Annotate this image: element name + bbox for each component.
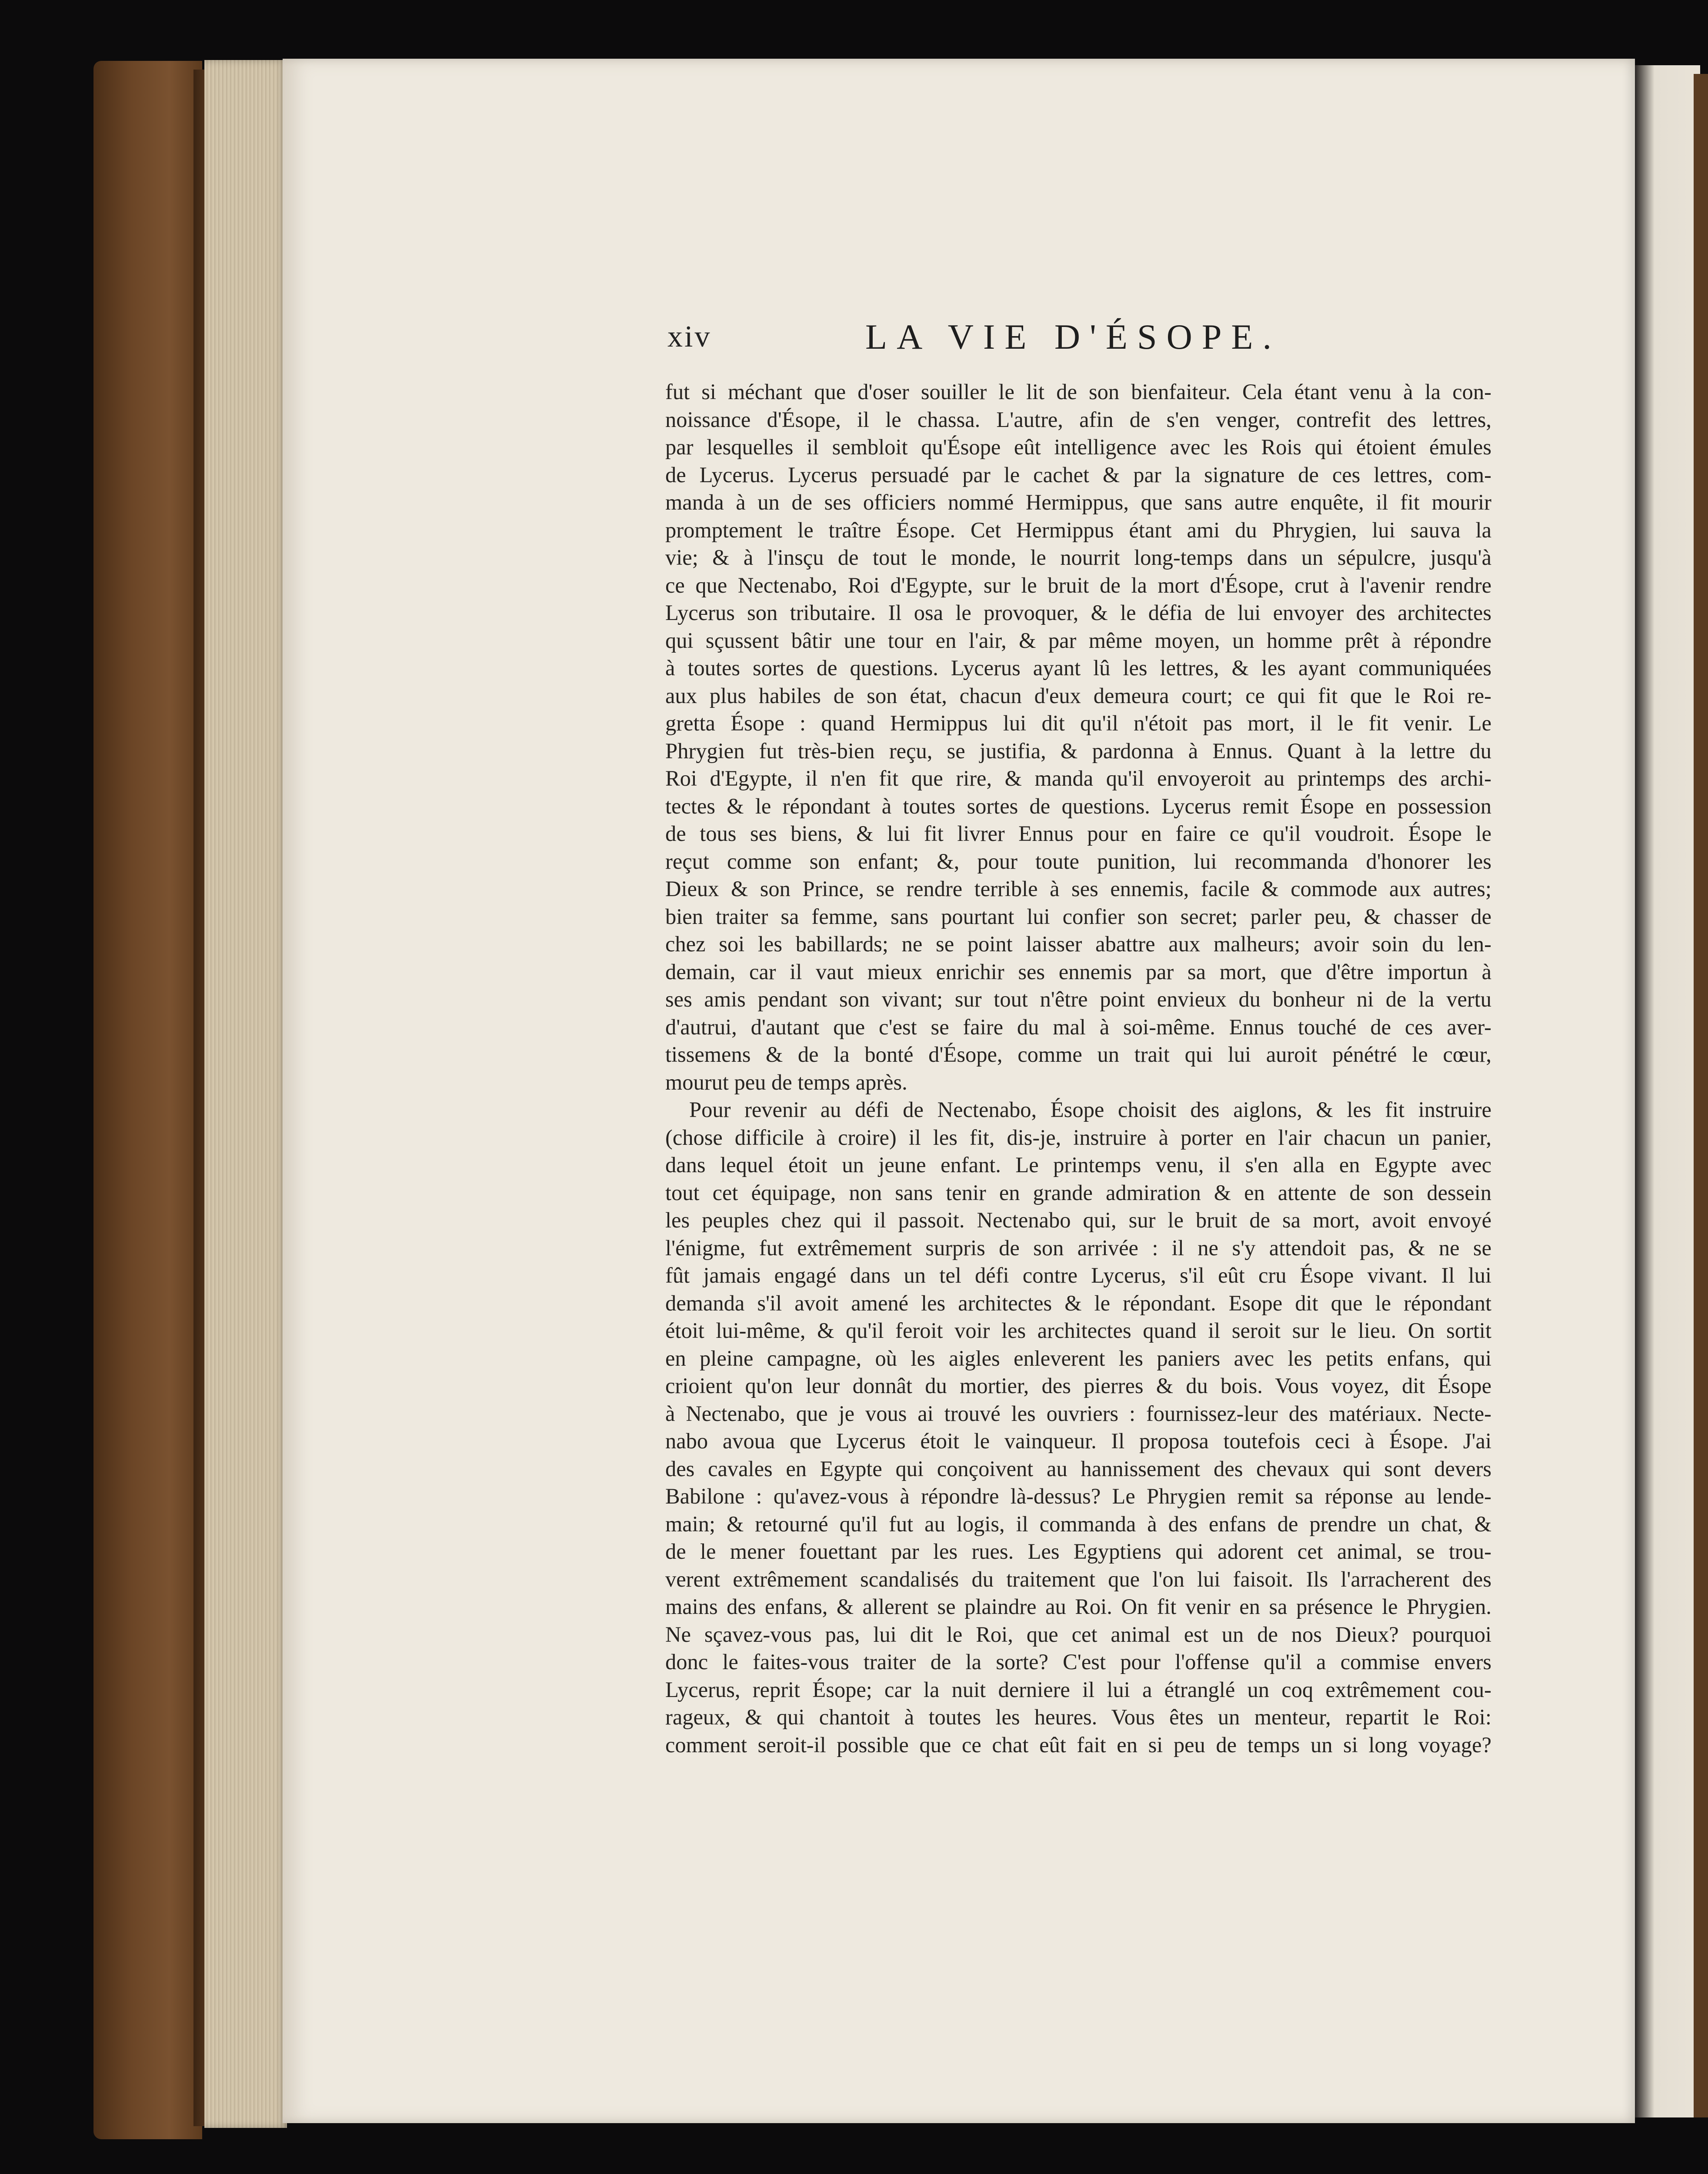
text-line: qui sçussent bâtir une tour en l'air, & par même moyen, un homme prêt à répondre xyxy=(665,628,1491,653)
text-line: nabo avoua que Lycerus étoit le vainqueur. Il proposa toutefois ceci à Ésope. J'ai xyxy=(665,1429,1491,1453)
text-line: reçut comme son enfant; &, pour toute punition, lui recommanda d'honorer les xyxy=(665,849,1491,874)
text-line: bien traiter sa femme, sans pourtant lui confier son secret; parler peu, & chasser de xyxy=(665,904,1491,929)
text-line: vie; & à l'insçu de tout le monde, le nourrit long-temps dans un sépulcre, jusqu'à xyxy=(665,545,1491,570)
page-edges xyxy=(204,60,287,2128)
text-line: mains des enfans, & allerent se plaindre au Roi. On fit venir en sa présence le Phrygien. xyxy=(665,1594,1491,1619)
running-title: LA VIE D'ÉSOPE. xyxy=(865,317,1281,357)
text-line: Babilone : qu'avez-vous à répondre là-dessus? Le Phrygien remit sa réponse au lende- xyxy=(665,1484,1491,1508)
text-line: des cavales en Egypte qui conçoivent au hannissement des chevaux qui sont devers xyxy=(665,1456,1491,1481)
text-line: manda à un de ses officiers nommé Hermippus, que sans autre enquête, il fit mourir xyxy=(665,490,1491,514)
text-line: Ne sçavez-vous pas, lui dit le Roi, que cet animal est un de nos Dieux? pourquoi xyxy=(665,1622,1491,1647)
text-line: dans lequel étoit un jeune enfant. Le printemps venu, il s'en alla en Egypte avec xyxy=(665,1153,1491,1177)
page-number: xiv xyxy=(667,320,712,353)
text-line: main; & retourné qu'il fut au logis, il commanda à des enfans de prendre un chat, & xyxy=(665,1511,1491,1536)
text-line: noissance d'Ésope, il le chassa. L'autre, afin de s'en venger, contrefit des lettres, xyxy=(665,407,1491,432)
text-line: Lycerus son tributaire. Il osa le provoquer, & le défia de lui envoyer des architectes xyxy=(665,600,1491,625)
text-line: donc le faites-vous traiter de la sorte? C'est pour l'offense qu'il a commise envers xyxy=(665,1650,1491,1674)
text-line: ce que Nectenabo, Roi d'Egypte, sur le bruit de la mort d'Ésope, crut à l'avenir rendre xyxy=(665,573,1491,597)
text-line: Roi d'Egypte, il n'en fit que rire, & manda qu'il envoyeroit au printemps des archi- xyxy=(665,766,1491,790)
text-line: ses amis pendant son vivant; sur tout n'être point envieux du bonheur ni de la vertu xyxy=(665,987,1491,1011)
body-text xyxy=(665,378,1491,1759)
text-line: les peuples chez qui il passoit. Nectenabo qui, sur le bruit de sa mort, avoit envoyé xyxy=(665,1208,1491,1232)
facing-page-edge xyxy=(1635,65,1700,2117)
text-line: en pleine campagne, où les aigles enleverent les paniers avec les petits enfans, qui xyxy=(665,1346,1491,1370)
text-line: à Nectenabo, que je vous ai trouvé les ouvriers : fournissez-leur des matériaux. Necte- xyxy=(665,1401,1491,1426)
text-line: demain, car il vaut mieux enrichir ses ennemis par sa mort, que d'être importun à xyxy=(665,959,1491,984)
text-line: Phrygien fut très-bien reçu, se justifia, & pardonna à Ennus. Quant à la lettre du xyxy=(665,738,1491,763)
text-line: de tous ses biens, & lui fit livrer Ennus pour en faire ce qu'il voudroit. Ésope le xyxy=(665,821,1491,846)
text-line: par lesquelles il sembloit qu'Ésope eût intelligence avec les Rois qui étoient émules xyxy=(665,435,1491,459)
text-line: fut si méchant que d'oser souiller le lit de son bienfaiteur. Cela étant venu à la con- xyxy=(665,380,1491,404)
text-line: fût jamais engagé dans un tel défi contre Lycerus, s'il eût cru Ésope vivant. Il lui xyxy=(665,1263,1491,1287)
text-line: demanda s'il avoit amené les architectes & le répondant. Esope dit que le répondant xyxy=(665,1290,1491,1315)
text-line: rageux, & qui chantoit à toutes les heures. Vous êtes un menteur, repartit le Roi: xyxy=(665,1705,1491,1729)
text-line: crioient qu'on leur donnât du mortier, des pierres & du bois. Vous voyez, dit Ésope xyxy=(665,1374,1491,1398)
text-line: de Lycerus. Lycerus persuadé par le cachet & par la signature de ces lettres, com- xyxy=(665,462,1491,487)
text-line: mourut peu de temps après. xyxy=(665,1070,907,1094)
text-line: gretta Ésope : quand Hermippus lui dit qu'il n'étoit pas mort, il le fit venir. Le xyxy=(665,711,1491,735)
text-line: Dieux & son Prince, se rendre terrible à ses ennemis, facile & commode aux autres; xyxy=(665,877,1491,901)
text-line: tout cet équipage, non sans tenir en grande admiration & en attente de son dessein xyxy=(665,1180,1491,1205)
text-line: d'autrui, d'autant que c'est se faire du mal à soi-même. Ennus touché de ces aver- xyxy=(665,1014,1491,1039)
text-line: Lycerus, reprit Ésope; car la nuit derniere il lui a étranglé un coq extrêmement cou- xyxy=(665,1677,1491,1702)
book-cover-left xyxy=(93,61,202,2139)
text-line: promptement le traître Ésope. Cet Hermippus étant ami du Phrygien, lui sauva la xyxy=(665,517,1491,542)
text-line: l'énigme, fut extrêmement surpris de son arrivée : il ne s'y attendoit pas, & ne se xyxy=(665,1235,1491,1260)
text-line: chez soi les babillards; ne se point laisser abattre aux malheurs; avoir soin du len- xyxy=(665,932,1491,956)
text-line: comment seroit-il possible que ce chat eût fait en si peu de temps un si long voyage? xyxy=(665,1732,1491,1757)
text-line: étoit lui-même, & qu'il feroit voir les architectes quand il seroit sur le lieu. On sortit xyxy=(665,1318,1491,1343)
text-line: tissemens & de la bonté d'Ésope, comme un trait qui lui auroit pénétré le cœur, xyxy=(665,1042,1491,1067)
text-line: verent extrêmement scandalisés du traitement que l'on lui faisoit. Ils l'arracherent des xyxy=(665,1567,1491,1591)
text-line: (chose difficile à croire) il les fit, dis-je, instruire à porter en l'air chacun un panier, xyxy=(665,1125,1491,1150)
text-line: Pour revenir au défi de Nectenabo, Ésope choisit des aiglons, & les fit instruire xyxy=(689,1097,1491,1122)
text-line: tectes & le répondant à toutes sortes de questions. Lycerus remit Ésope en possession xyxy=(665,794,1491,818)
text-line: à toutes sortes de questions. Lycerus ayant lû les lettres, & les ayant communiquées xyxy=(665,656,1491,680)
text-line: aux plus habiles de son état, chacun d'eux demeura court; ce qui fit que le Roi re- xyxy=(665,683,1491,708)
text-line: de le mener fouettant par les rues. Les Egyptiens qui adorent cet animal, se trou- xyxy=(665,1539,1491,1564)
book-cover-right xyxy=(1694,74,1708,2117)
